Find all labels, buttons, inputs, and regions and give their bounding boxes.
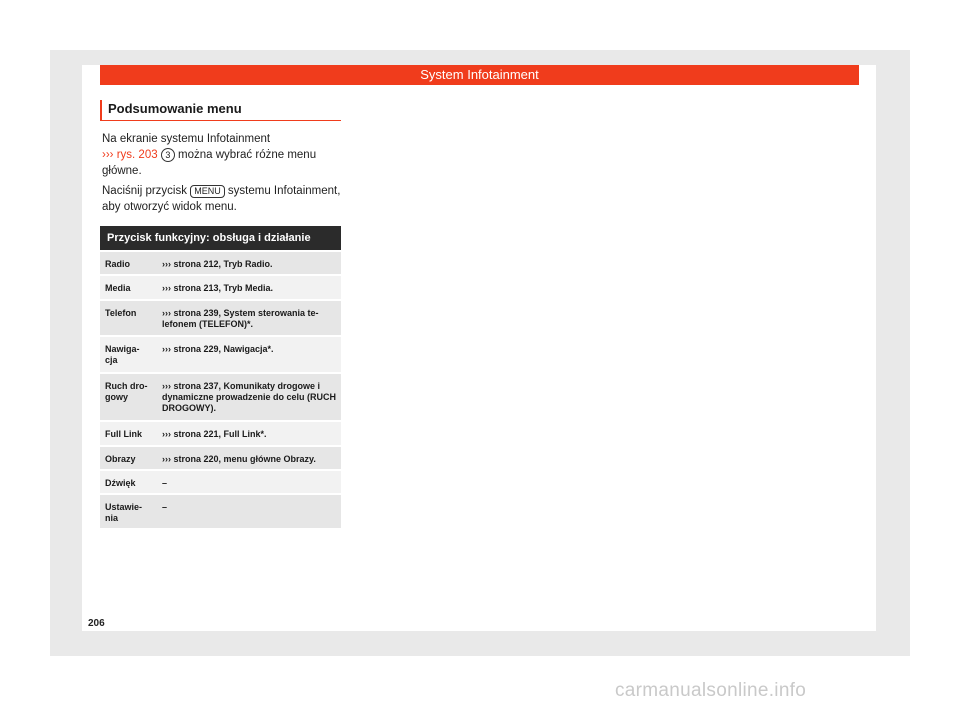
table-row — [100, 493, 341, 528]
table-cell-key: Ruch dro-gowy — [105, 381, 148, 402]
page-number: 206 — [88, 618, 105, 629]
instruction-rest: systemu Infotainment, — [227, 185, 341, 197]
table-cell-key: Nawiga-cja — [105, 344, 140, 365]
chapter-header: System Infotainment — [100, 65, 859, 85]
instruction-line-2: aby otworzyć widok menu. — [102, 201, 237, 213]
table-row — [100, 420, 341, 445]
table-row — [100, 469, 341, 493]
table-cell-desc: – — [162, 478, 168, 488]
intro-paragraph — [102, 131, 347, 179]
table-cell-key: Media — [105, 283, 131, 293]
function-table — [100, 226, 341, 528]
table-cell-desc: ››› strona 212, Tryb Radio. — [162, 259, 273, 269]
instruction-paragraph — [102, 183, 347, 215]
section-title: Podsumowanie menu — [100, 100, 341, 121]
table-cell-key: Ustawie-nia — [105, 502, 143, 523]
menu-key-label: MENU — [190, 185, 225, 198]
reference-arrows: ››› — [102, 149, 114, 161]
figure-reference-link[interactable] — [102, 149, 158, 161]
table-row — [100, 250, 341, 274]
table-cell-desc: ››› strona 237, Komunikaty drogowe i dynamiczne prowadzenie do celu (RUCH DROGOWY). — [162, 381, 337, 413]
table-cell-key: Dźwięk — [105, 478, 136, 488]
table-cell-desc: ››› strona 213, Tryb Media. — [162, 283, 274, 293]
callout-number: 3 — [161, 148, 175, 162]
table-header: Przycisk funkcyjny: obsługa i działanie — [100, 226, 341, 250]
table-row — [100, 335, 341, 372]
table-cell-desc: ››› strona 229, Nawigacja*. — [162, 344, 274, 354]
watermark: carmanualsonline.info — [615, 680, 807, 701]
table-cell-desc: ››› strona 239, System sterowania te-lefonem (TELEFON)*. — [162, 308, 319, 329]
table-cell-key: Telefon — [105, 308, 137, 318]
intro-line-1: Na ekranie systemu Infotainment — [102, 133, 271, 145]
instruction-start: Naciśnij przycisk — [102, 185, 187, 197]
table-cell-key: Obrazy — [105, 454, 136, 464]
table-cell-key: Radio — [105, 259, 131, 269]
table-cell-desc: ››› strona 220, menu główne Obrazy. — [162, 454, 316, 464]
table-row — [100, 372, 341, 420]
table-cell-desc: ››› strona 221, Full Link*. — [162, 429, 267, 439]
table-row — [100, 445, 341, 469]
intro-line-2: można wybrać różne menu — [178, 149, 317, 161]
figure-reference: rys. 203 — [116, 149, 158, 161]
intro-line-3: główne. — [102, 165, 142, 177]
table-row — [100, 274, 341, 299]
table-row — [100, 299, 341, 335]
table-cell-desc: – — [162, 502, 168, 512]
table-cell-key: Full Link — [105, 429, 142, 439]
